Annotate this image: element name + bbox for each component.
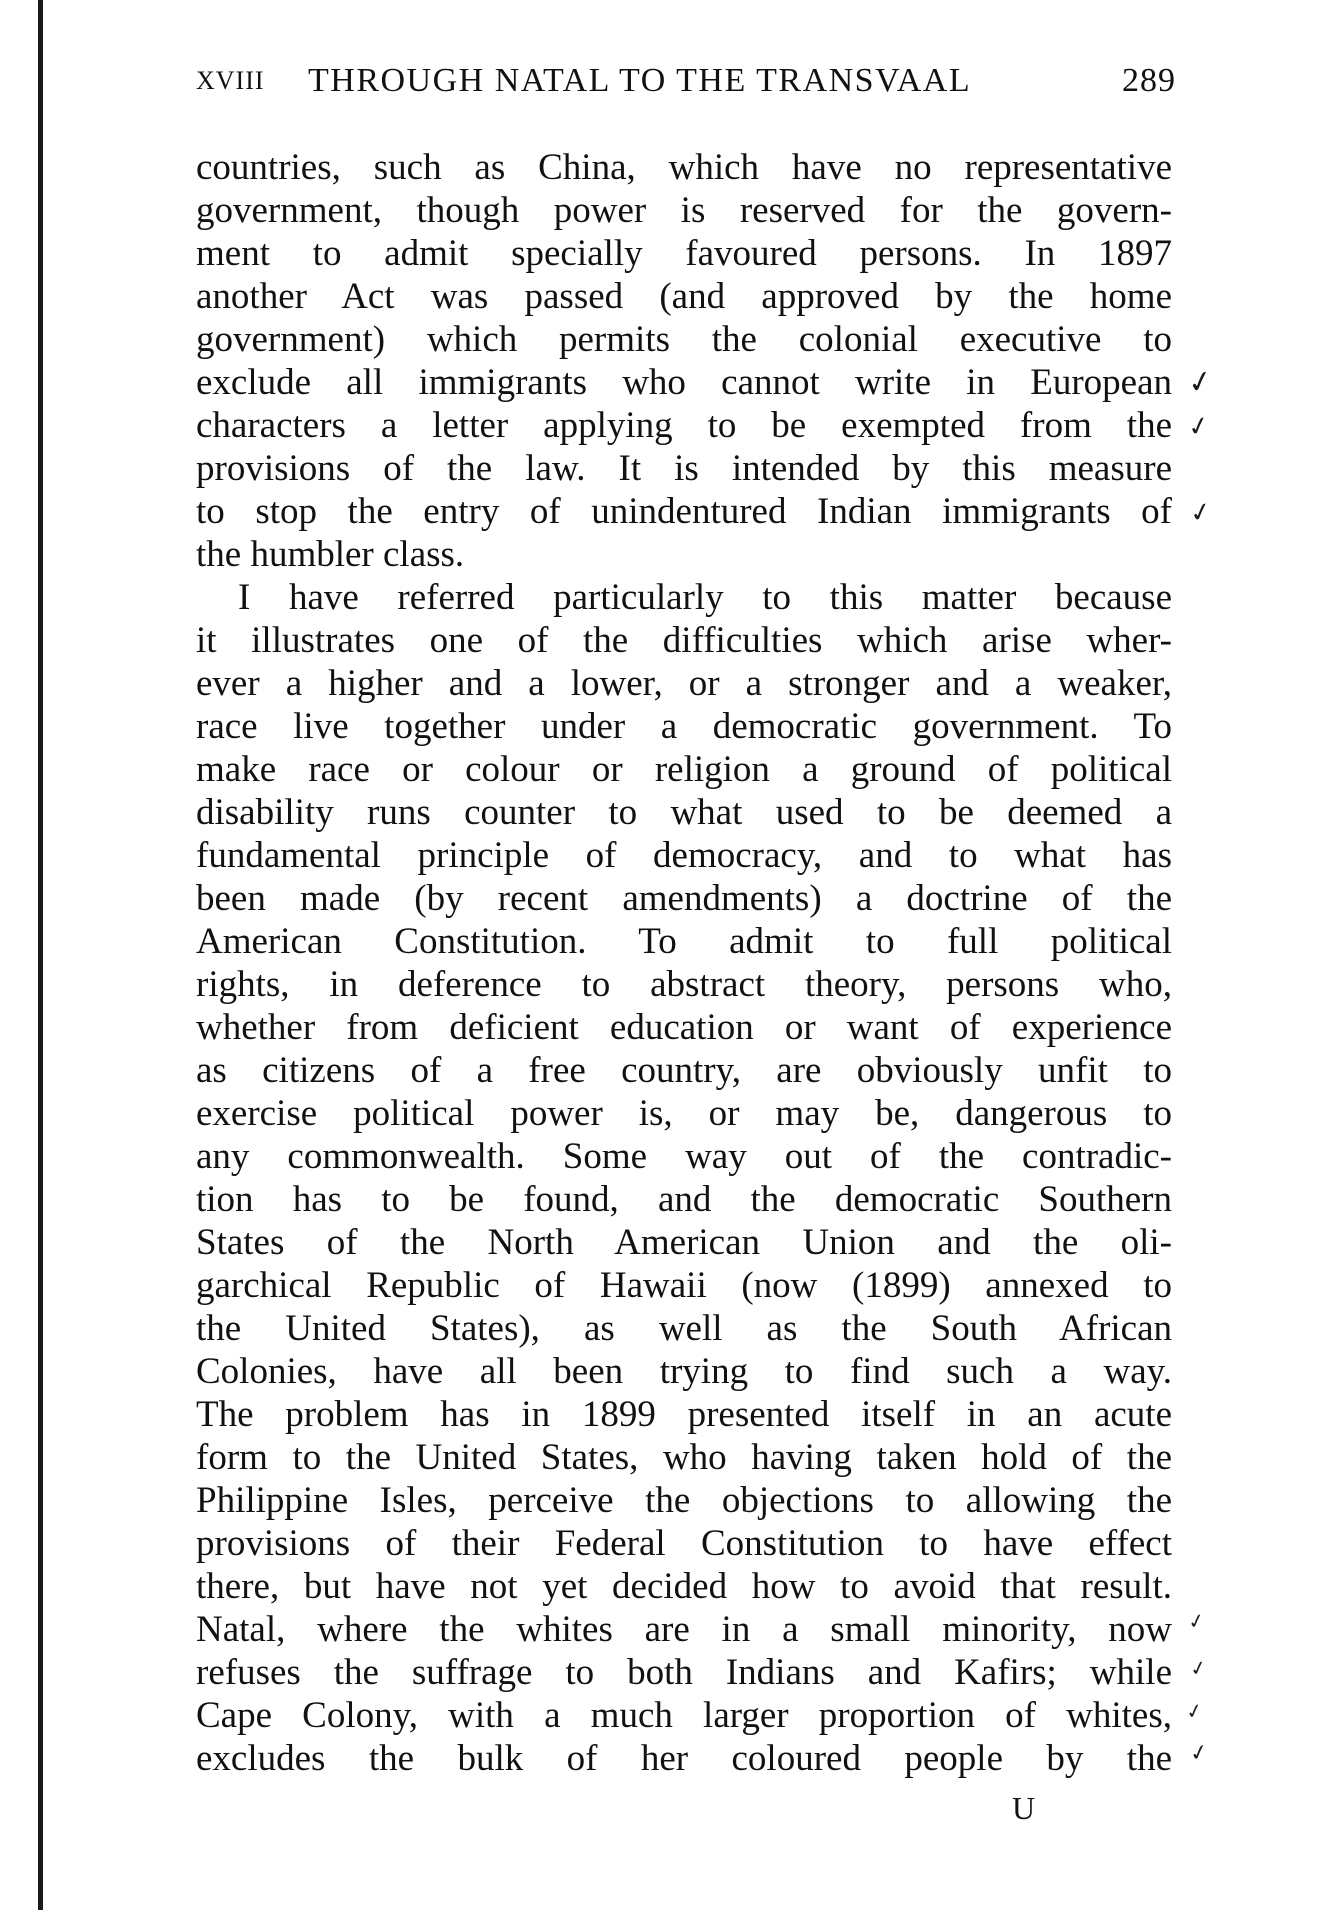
text-line: fundamental principle of democracy, and to what has xyxy=(196,835,1172,876)
text-line: ever a higher and a lower, or a stronger and a weaker, xyxy=(196,663,1172,704)
text-line: government, though power is reserved for the govern- xyxy=(196,190,1172,231)
text-line: Colonies, have all been trying to find such a way. xyxy=(196,1351,1172,1392)
margin-check-mark: ✓ xyxy=(1187,1739,1211,1768)
text-line: characters a letter applying to be exempted from the xyxy=(196,405,1172,446)
text-line: to stop the entry of unindentured Indian immigrants of xyxy=(196,491,1172,532)
text-line: States of the North American Union and the oli- xyxy=(196,1222,1172,1263)
text-line: The problem has in 1899 presented itself in an acute xyxy=(196,1394,1172,1435)
text-line: race live together under a democratic government. To xyxy=(196,706,1172,747)
text-line: another Act was passed (and approved by the home xyxy=(196,276,1172,317)
margin-check-mark: ✓ xyxy=(1185,1607,1208,1635)
running-title: THROUGH NATAL TO THE TRANSVAAL xyxy=(308,62,972,99)
margin-check-mark: ✓ xyxy=(1185,410,1213,444)
text-line: refuses the suffrage to both Indians and Kafirs; while xyxy=(196,1652,1172,1693)
text-line: Philippine Isles, perceive the objections to allowing the xyxy=(196,1480,1172,1521)
text-line: provisions of their Federal Constitution to have effect xyxy=(196,1523,1172,1564)
text-line: it illustrates one of the difficulties which arise wher- xyxy=(196,620,1172,661)
chapter-number: XVIII xyxy=(196,66,265,95)
text-line: disability runs counter to what used to be deemed a xyxy=(196,792,1172,833)
text-line: the United States), as well as the South African xyxy=(196,1308,1172,1349)
text-line: been made (by recent amendments) a doctrine of the xyxy=(196,878,1172,919)
text-line: exclude all immigrants who cannot write in European xyxy=(196,362,1172,403)
page-number: 289 xyxy=(1122,62,1176,99)
text-line: garchical Republic of Hawaii (now (1899) annexed to xyxy=(196,1265,1172,1306)
signature-mark: U xyxy=(1012,1790,1037,1826)
text-line: as citizens of a free country, are obviously unfit to xyxy=(196,1050,1172,1091)
text-line: Natal, where the whites are in a small minority, now xyxy=(196,1609,1172,1650)
text-line: American Constitution. To admit to full political xyxy=(196,921,1172,962)
margin-check-mark: ✓ xyxy=(1184,362,1217,403)
text-line: there, but have not yet decided how to avoid that result. xyxy=(196,1566,1172,1607)
text-line: whether from deficient education or want of experience xyxy=(196,1007,1172,1048)
text-line: countries, such as China, which have no representative xyxy=(196,147,1172,188)
text-line: form to the United States, who having taken hold of the xyxy=(196,1437,1172,1478)
margin-check-mark: ✓ xyxy=(1183,1697,1206,1725)
text-line: Cape Colony, with a much larger proportion of whites, xyxy=(196,1695,1172,1736)
text-line: the humbler class. xyxy=(196,534,465,575)
margin-check-mark: ✓ xyxy=(1187,496,1215,530)
margin-check-mark: ✓ xyxy=(1187,1654,1210,1682)
text-line: make race or colour or religion a ground of political xyxy=(196,749,1172,790)
text-line: any commonwealth. Some way out of the contradic- xyxy=(196,1136,1172,1177)
text-line: tion has to be found, and the democratic Southern xyxy=(196,1179,1172,1220)
text-line: exercise political power is, or may be, dangerous to xyxy=(196,1093,1172,1134)
text-line: I have referred particularly to this matter because xyxy=(238,577,1172,618)
running-header xyxy=(196,62,1176,102)
page-binding-edge xyxy=(38,0,43,1910)
text-line: ment to admit specially favoured persons. In 1897 xyxy=(196,233,1172,274)
text-line: government) which permits the colonial executive to xyxy=(196,319,1172,360)
text-line: rights, in deference to abstract theory, persons who, xyxy=(196,964,1172,1005)
text-line: excludes the bulk of her coloured people by the xyxy=(196,1738,1172,1779)
text-line: provisions of the law. It is intended by this measure xyxy=(196,448,1172,489)
